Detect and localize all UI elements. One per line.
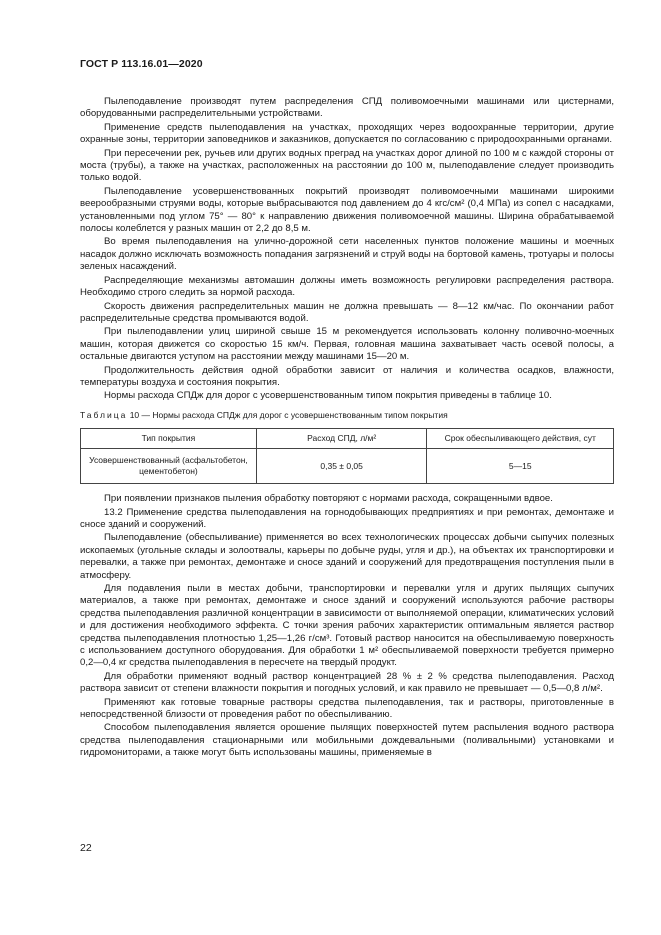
table-header-cell: Срок обеспыливающего действия, сут	[427, 429, 614, 449]
paragraph: При пересечении рек, ручьев или других водных преград на участках дорог длиной по 100 м с каждой стороны от моста (трубы), а также на участках, расположенных на расстоянии до 100 м, пылеподавление следует производить только водой.	[80, 147, 614, 184]
table-cell: 0,35 ± 0,05	[256, 449, 427, 484]
paragraph: Применение средств пылеподавления на участках, проходящих через водоохранные территории, другие охранные зоны, территории заповедников и заказников, допускается по согласованию с природоохранными органами.	[80, 121, 614, 146]
table-cell: Усовершенствованный (асфальтобетон, цементобетон)	[81, 449, 257, 484]
paragraph: Для подавления пыли в местах добычи, транспортировки и перевалки угля и других пылящих сыпучих материалов, а также при ремонтах, демонтаже и сносе зданий и сооружений используются рабочие растворы средства пылеподавления различной концентрации в зависимости от выполняемой операции, климатических условий и для достижения необходимого эффекта. С точки зрения рабочих характеристик оптимальным является раствор средства пылеподавления плотностью 1,25—1,26 г/см³. Готовый раствор наносится на обеспыливаемую поверхность с использованием доступного оборудования. Для обработки 1 м² обеспыливаемой поверхности требуется примерно 0,2—0,4 кг средства пылеподавления в пересчете на твердый продукт.	[80, 583, 614, 669]
paragraph: Продолжительность действия одной обработки зависит от наличия и количества осадков, влажности, температуры воздуха и состояния покрытия.	[80, 364, 614, 388]
document-body	[80, 96, 614, 761]
paragraph: При пылеподавлении улиц шириной свыше 15 м рекомендуется использовать колонну поливочно-моечных машин, которая движется со скоростью 15 км/ч. Первая, головная машина захватывает часть осевой полосы, а остальные двигаются уступом на расстоянии между машинами 15—20 м.	[80, 326, 614, 363]
table-caption	[80, 409, 614, 421]
table-header-row	[81, 429, 614, 449]
table-caption-label: Таблица	[80, 409, 128, 420]
paragraph: Применяют как готовые товарные растворы средства пылеподавления, так и растворы, приготовленные в непосредственной близости от проведения работ по обеспыливанию.	[80, 696, 614, 721]
section-heading: 13.2 Применение средства пылеподавления на горнодобывающих предприятиях и при ремонтах, демонтаже и сносе зданий и сооружений.	[80, 506, 614, 530]
paragraph: Скорость движения распределительных машин не должна превышать — 8—12 км/час. По окончании работ распределительные средства промываются водой.	[80, 300, 614, 324]
paragraph: Пылеподавление (обеспыливание) применяется во всех технологических процессах добычи сыпучих полезных ископаемых (угольные склады и золоотвалы, карьеры по добыче руды, угля и др.), на объектах их транспортировки и перевалки, а также при ремонтах, демонтаже и сносе зданий и сооружений для предотвращения поступления пыли в атмосферу.	[80, 532, 614, 581]
table-cell: 5—15	[427, 449, 614, 484]
table-row	[81, 449, 614, 484]
table-header-cell: Расход СПД, л/м²	[256, 429, 427, 449]
paragraph: При появлении признаков пыления обработку повторяют с нормами расхода, сокращенными вдвое.	[104, 493, 553, 505]
document-header: ГОСТ Р 113.16.01—2020	[80, 58, 203, 70]
paragraph: Во время пылеподавления на улично-дорожной сети населенных пунктов положение машины и моечных насадок должно исключать возможность попадания загрязнений и струй воды на бортовой камень, тротуары и полосы зеленых насаждений.	[80, 236, 614, 273]
paragraph: Пылеподавление усовершенствованных покрытий производят поливомоечными машинами широкими веерообразными струями воды, которые выбрасываются под давлением до 4 кгс/см² (0,4 МПа) из сопел с насадками, установленными под углом 75° — 80° к направлению движения поливомоечной машины. Ширина обрабатываемой полосы колеблется у разных машин от 2,2 до 8,5 м.	[80, 185, 614, 235]
page-number: 22	[80, 842, 92, 854]
consumption-norms-table	[80, 428, 614, 484]
table-header-cell: Тип покрытия	[81, 429, 257, 449]
paragraph: Распределяющие механизмы автомашин должны иметь возможность регулировки распределения раствора. Необходимо строго следить за нормой расхода.	[80, 274, 614, 299]
paragraph: Способом пылеподавления является орошение пылящих поверхностей путем распыления водного раствора средства пылеподавления стационарными или мобильными дождевальными (поливальными) установками и гидромониторами, а также могут быть использованы машины, применяемые в	[80, 722, 614, 759]
paragraph: Для обработки применяют водный раствор концентрацией 28 % ± 2 % средства пылеподавления. Расход раствора зависит от степени влажности покрытия и погодных условий, и как правило не превышает — 0,5—0,8 л/м².	[80, 670, 614, 695]
paragraph: Нормы расхода СПДж для дорог с усовершенствованным типом покрытия приведены в таблице 10.	[104, 390, 552, 402]
paragraph: Пылеподавление производят путем распределения СПД поливомоечными машинами или цистернами, оборудованными распределительными устройствами.	[80, 96, 614, 120]
table-caption-text: 10 — Нормы расхода СПДж для дорог с усовершенствованным типом покрытия	[129, 409, 448, 420]
